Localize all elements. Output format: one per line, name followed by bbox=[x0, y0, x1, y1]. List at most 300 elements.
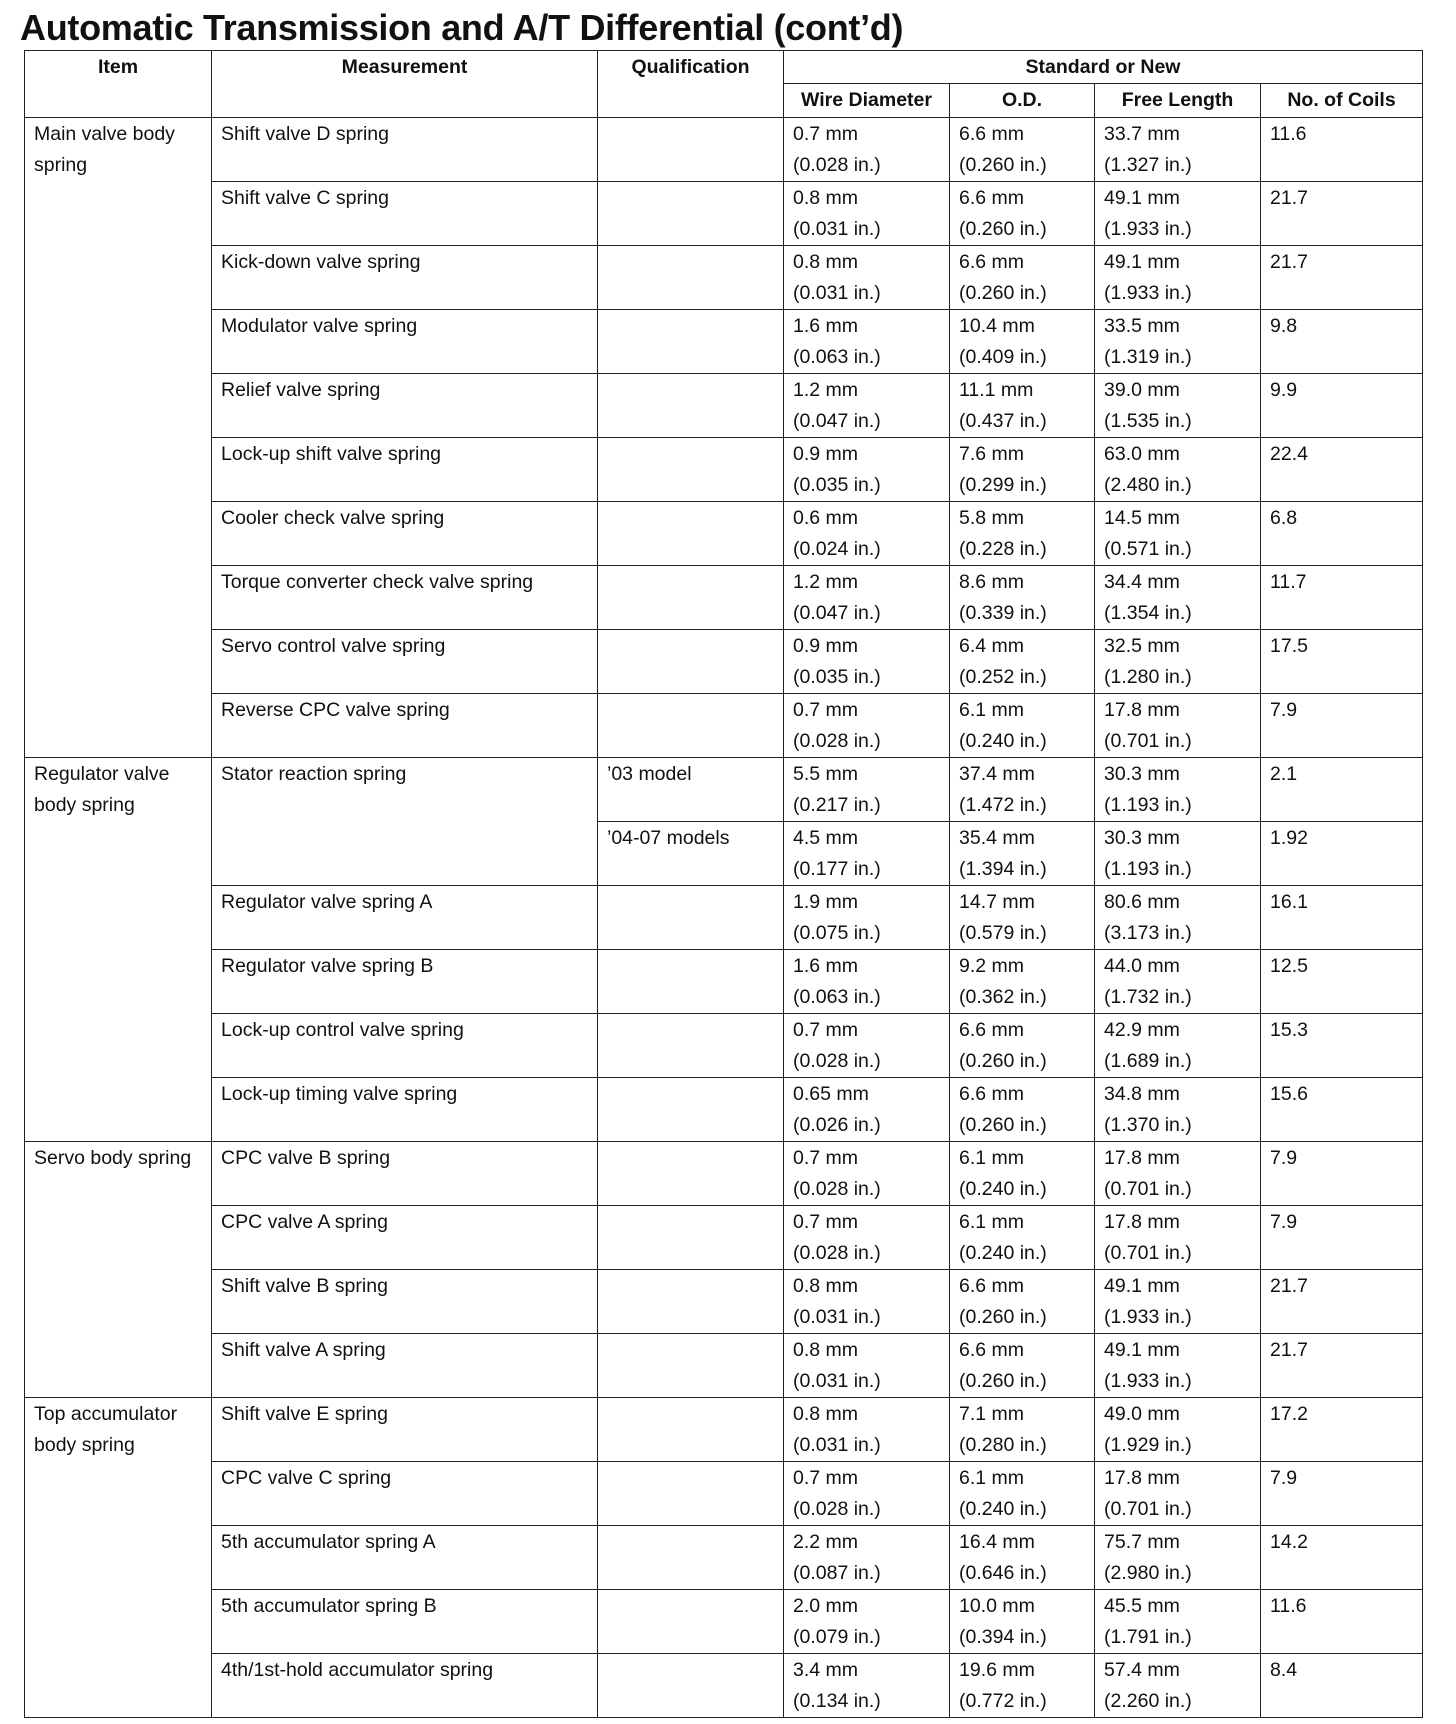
value-line: 6.6 mm bbox=[959, 123, 1025, 145]
value-line: 30.3 mm bbox=[1104, 827, 1180, 849]
value-line: 45.5 mm bbox=[1104, 1595, 1180, 1617]
value-line: 10.0 mm bbox=[959, 1595, 1035, 1617]
qualification-cell bbox=[598, 1206, 784, 1270]
free-length-cell bbox=[1095, 1014, 1261, 1078]
qualification-cell bbox=[598, 1078, 784, 1142]
spring-spec-table bbox=[24, 50, 1423, 1718]
header-od: O.D. bbox=[950, 84, 1095, 118]
value-line: 17.8 mm bbox=[1104, 699, 1180, 721]
table-row bbox=[25, 118, 1423, 182]
qualification-cell bbox=[598, 1654, 784, 1718]
coils-cell: 21.7 bbox=[1261, 246, 1423, 310]
value-line-inches: (2.260 in.) bbox=[1104, 1690, 1192, 1712]
wire-diameter-cell bbox=[784, 566, 950, 630]
value-line: 34.4 mm bbox=[1104, 571, 1180, 593]
table-row bbox=[25, 1590, 1423, 1654]
header-no-of-coils: No. of Coils bbox=[1261, 84, 1423, 118]
measurement-cell: Shift valve B spring bbox=[212, 1270, 598, 1334]
value-line-inches: (1.193 in.) bbox=[1104, 858, 1192, 880]
value-line: 5.5 mm bbox=[793, 763, 859, 785]
wire-diameter-cell bbox=[784, 1654, 950, 1718]
value-line: 6.6 mm bbox=[959, 251, 1025, 273]
coils-cell: 12.5 bbox=[1261, 950, 1423, 1014]
value-line: 39.0 mm bbox=[1104, 379, 1180, 401]
value-line-inches: (1.370 in.) bbox=[1104, 1114, 1192, 1136]
qualification-cell bbox=[598, 502, 784, 566]
coils-cell: 11.6 bbox=[1261, 1590, 1423, 1654]
value-line-inches: (1.929 in.) bbox=[1104, 1434, 1192, 1456]
wire-diameter-cell bbox=[784, 246, 950, 310]
value-line: 6.6 mm bbox=[959, 187, 1025, 209]
table-row bbox=[25, 1398, 1423, 1462]
qualification-cell bbox=[598, 182, 784, 246]
value-line: 42.9 mm bbox=[1104, 1019, 1180, 1041]
qualification-cell bbox=[598, 310, 784, 374]
value-line: 1.9 mm bbox=[793, 891, 859, 913]
value-line: 2.0 mm bbox=[793, 1595, 859, 1617]
value-line: 0.8 mm bbox=[793, 1339, 859, 1361]
measurement-cell: 5th accumulator spring B bbox=[212, 1590, 598, 1654]
value-line-inches: (0.240 in.) bbox=[959, 1498, 1047, 1520]
free-length-cell bbox=[1095, 630, 1261, 694]
coils-cell: 11.6 bbox=[1261, 118, 1423, 182]
value-line: 0.8 mm bbox=[793, 251, 859, 273]
wire-diameter-cell bbox=[784, 886, 950, 950]
wire-diameter-cell bbox=[784, 374, 950, 438]
value-line-inches: (3.173 in.) bbox=[1104, 922, 1192, 944]
value-line-inches: (0.228 in.) bbox=[959, 538, 1047, 560]
value-line-inches: (0.031 in.) bbox=[793, 218, 881, 240]
value-line-inches: (0.075 in.) bbox=[793, 922, 881, 944]
value-line-inches: (0.437 in.) bbox=[959, 410, 1047, 432]
spec-body bbox=[25, 118, 1423, 1718]
value-line-inches: (0.028 in.) bbox=[793, 1050, 881, 1072]
coils-cell: 21.7 bbox=[1261, 1270, 1423, 1334]
value-line-inches: (0.579 in.) bbox=[959, 922, 1047, 944]
qualification-cell bbox=[598, 1142, 784, 1206]
table-row bbox=[25, 182, 1423, 246]
free-length-cell bbox=[1095, 182, 1261, 246]
wire-diameter-cell bbox=[784, 1078, 950, 1142]
coils-cell: 1.92 bbox=[1261, 822, 1423, 886]
value-line: 9.2 mm bbox=[959, 955, 1025, 977]
value-line-inches: (0.260 in.) bbox=[959, 1306, 1047, 1328]
free-length-cell bbox=[1095, 694, 1261, 758]
free-length-cell bbox=[1095, 1078, 1261, 1142]
value-line: 14.7 mm bbox=[959, 891, 1035, 913]
table-row bbox=[25, 1078, 1423, 1142]
free-length-cell bbox=[1095, 758, 1261, 822]
free-length-cell bbox=[1095, 1398, 1261, 1462]
table-row bbox=[25, 1526, 1423, 1590]
value-line-inches: (0.260 in.) bbox=[959, 218, 1047, 240]
qualification-cell bbox=[598, 566, 784, 630]
measurement-cell: Shift valve A spring bbox=[212, 1334, 598, 1398]
value-line: 1.6 mm bbox=[793, 955, 859, 977]
value-line-inches: (1.394 in.) bbox=[959, 858, 1047, 880]
value-line: 49.1 mm bbox=[1104, 1275, 1180, 1297]
qualification-cell bbox=[598, 1590, 784, 1654]
coils-cell: 7.9 bbox=[1261, 1142, 1423, 1206]
free-length-cell bbox=[1095, 502, 1261, 566]
coils-cell: 8.4 bbox=[1261, 1654, 1423, 1718]
od-cell bbox=[950, 1590, 1095, 1654]
value-line: 0.6 mm bbox=[793, 507, 859, 529]
wire-diameter-cell bbox=[784, 182, 950, 246]
wire-diameter-cell bbox=[784, 1526, 950, 1590]
value-line-inches: (0.240 in.) bbox=[959, 1178, 1047, 1200]
table-row bbox=[25, 246, 1423, 310]
od-cell bbox=[950, 1270, 1095, 1334]
value-line-inches: (0.026 in.) bbox=[793, 1114, 881, 1136]
value-line: 8.6 mm bbox=[959, 571, 1025, 593]
value-line: 35.4 mm bbox=[959, 827, 1035, 849]
free-length-cell bbox=[1095, 950, 1261, 1014]
value-line: 33.5 mm bbox=[1104, 315, 1180, 337]
wire-diameter-cell bbox=[784, 950, 950, 1014]
wire-diameter-cell bbox=[784, 118, 950, 182]
value-line-inches: (1.689 in.) bbox=[1104, 1050, 1192, 1072]
od-cell bbox=[950, 566, 1095, 630]
item-cell: Regulator valve body spring bbox=[25, 758, 212, 1142]
free-length-cell bbox=[1095, 1590, 1261, 1654]
value-line: 80.6 mm bbox=[1104, 891, 1180, 913]
coils-cell: 2.1 bbox=[1261, 758, 1423, 822]
od-cell bbox=[950, 950, 1095, 1014]
coils-cell: 15.6 bbox=[1261, 1078, 1423, 1142]
free-length-cell bbox=[1095, 1334, 1261, 1398]
value-line-inches: (0.701 in.) bbox=[1104, 1498, 1192, 1520]
table-row bbox=[25, 1270, 1423, 1334]
value-line-inches: (0.260 in.) bbox=[959, 1370, 1047, 1392]
free-length-cell bbox=[1095, 1462, 1261, 1526]
wire-diameter-cell bbox=[784, 1270, 950, 1334]
free-length-cell bbox=[1095, 566, 1261, 630]
measurement-cell: CPC valve B spring bbox=[212, 1142, 598, 1206]
value-line-inches: (0.409 in.) bbox=[959, 346, 1047, 368]
measurement-cell: Reverse CPC valve spring bbox=[212, 694, 598, 758]
wire-diameter-cell bbox=[784, 1334, 950, 1398]
coils-cell: 21.7 bbox=[1261, 182, 1423, 246]
qualification-cell bbox=[598, 438, 784, 502]
measurement-cell: Cooler check valve spring bbox=[212, 502, 598, 566]
table-row bbox=[25, 566, 1423, 630]
item-cell: Main valve body spring bbox=[25, 118, 212, 758]
wire-diameter-cell bbox=[784, 1398, 950, 1462]
value-line-inches: (0.177 in.) bbox=[793, 858, 881, 880]
value-line: 63.0 mm bbox=[1104, 443, 1180, 465]
od-cell bbox=[950, 758, 1095, 822]
measurement-cell: Torque converter check valve spring bbox=[212, 566, 598, 630]
free-length-cell bbox=[1095, 822, 1261, 886]
value-line-inches: (0.079 in.) bbox=[793, 1626, 881, 1648]
free-length-cell bbox=[1095, 1206, 1261, 1270]
value-line: 0.7 mm bbox=[793, 1019, 859, 1041]
value-line-inches: (1.933 in.) bbox=[1104, 218, 1192, 240]
value-line-inches: (0.047 in.) bbox=[793, 410, 881, 432]
value-line-inches: (0.031 in.) bbox=[793, 1434, 881, 1456]
table-row bbox=[25, 1142, 1423, 1206]
coils-cell: 14.2 bbox=[1261, 1526, 1423, 1590]
value-line-inches: (0.299 in.) bbox=[959, 474, 1047, 496]
free-length-cell bbox=[1095, 310, 1261, 374]
measurement-cell: CPC valve C spring bbox=[212, 1462, 598, 1526]
value-line-inches: (0.035 in.) bbox=[793, 474, 881, 496]
qualification-cell bbox=[598, 630, 784, 694]
value-line-inches: (0.217 in.) bbox=[793, 794, 881, 816]
value-line: 6.1 mm bbox=[959, 1467, 1025, 1489]
table-row bbox=[25, 1206, 1423, 1270]
table-row bbox=[25, 310, 1423, 374]
value-line-inches: (0.260 in.) bbox=[959, 1050, 1047, 1072]
measurement-cell: Stator reaction spring bbox=[212, 758, 598, 886]
value-line-inches: (2.480 in.) bbox=[1104, 474, 1192, 496]
qualification-cell: ’03 model bbox=[598, 758, 784, 822]
table-row bbox=[25, 1654, 1423, 1718]
qualification-cell bbox=[598, 246, 784, 310]
table-row bbox=[25, 1014, 1423, 1078]
value-line: 17.8 mm bbox=[1104, 1467, 1180, 1489]
value-line: 6.4 mm bbox=[959, 635, 1025, 657]
value-line: 6.6 mm bbox=[959, 1083, 1025, 1105]
value-line: 0.65 mm bbox=[793, 1083, 869, 1105]
value-line: 7.6 mm bbox=[959, 443, 1025, 465]
measurement-cell: Regulator valve spring A bbox=[212, 886, 598, 950]
value-line: 75.7 mm bbox=[1104, 1531, 1180, 1553]
value-line: 0.9 mm bbox=[793, 635, 859, 657]
value-line: 6.6 mm bbox=[959, 1275, 1025, 1297]
value-line-inches: (0.339 in.) bbox=[959, 602, 1047, 624]
free-length-cell bbox=[1095, 1526, 1261, 1590]
od-cell bbox=[950, 1462, 1095, 1526]
value-line: 0.7 mm bbox=[793, 1211, 859, 1233]
coils-cell: 17.5 bbox=[1261, 630, 1423, 694]
value-line-inches: (0.646 in.) bbox=[959, 1562, 1047, 1584]
qualification-cell bbox=[598, 1398, 784, 1462]
od-cell bbox=[950, 1078, 1095, 1142]
qualification-cell bbox=[598, 950, 784, 1014]
value-line-inches: (0.240 in.) bbox=[959, 730, 1047, 752]
coils-cell: 11.7 bbox=[1261, 566, 1423, 630]
wire-diameter-cell bbox=[784, 1142, 950, 1206]
value-line-inches: (0.028 in.) bbox=[793, 1242, 881, 1264]
value-line: 0.8 mm bbox=[793, 1403, 859, 1425]
free-length-cell bbox=[1095, 118, 1261, 182]
value-line-inches: (0.028 in.) bbox=[793, 154, 881, 176]
od-cell bbox=[950, 1014, 1095, 1078]
header-measurement: Measurement bbox=[212, 51, 598, 118]
value-line-inches: (1.933 in.) bbox=[1104, 1306, 1192, 1328]
value-line-inches: (0.701 in.) bbox=[1104, 1178, 1192, 1200]
od-cell bbox=[950, 246, 1095, 310]
measurement-cell: Servo control valve spring bbox=[212, 630, 598, 694]
table-row bbox=[25, 694, 1423, 758]
wire-diameter-cell bbox=[784, 502, 950, 566]
coils-cell: 15.3 bbox=[1261, 1014, 1423, 1078]
od-cell bbox=[950, 374, 1095, 438]
value-line-inches: (0.024 in.) bbox=[793, 538, 881, 560]
od-cell bbox=[950, 1206, 1095, 1270]
value-line-inches: (0.362 in.) bbox=[959, 986, 1047, 1008]
value-line-inches: (0.028 in.) bbox=[793, 1498, 881, 1520]
coils-cell: 17.2 bbox=[1261, 1398, 1423, 1462]
value-line: 0.7 mm bbox=[793, 123, 859, 145]
value-line-inches: (0.063 in.) bbox=[793, 986, 881, 1008]
value-line: 10.4 mm bbox=[959, 315, 1035, 337]
table-row bbox=[25, 1334, 1423, 1398]
od-cell bbox=[950, 310, 1095, 374]
wire-diameter-cell bbox=[784, 1014, 950, 1078]
wire-diameter-cell bbox=[784, 694, 950, 758]
value-line: 1.2 mm bbox=[793, 379, 859, 401]
od-cell bbox=[950, 182, 1095, 246]
value-line-inches: (1.319 in.) bbox=[1104, 346, 1192, 368]
value-line: 11.1 mm bbox=[959, 379, 1034, 401]
value-line: 49.1 mm bbox=[1104, 187, 1180, 209]
value-line-inches: (0.134 in.) bbox=[793, 1690, 881, 1712]
wire-diameter-cell bbox=[784, 1206, 950, 1270]
value-line: 34.8 mm bbox=[1104, 1083, 1180, 1105]
value-line: 3.4 mm bbox=[793, 1659, 859, 1681]
qualification-cell bbox=[598, 694, 784, 758]
value-line-inches: (1.535 in.) bbox=[1104, 410, 1192, 432]
value-line-inches: (0.252 in.) bbox=[959, 666, 1047, 688]
value-line-inches: (1.354 in.) bbox=[1104, 602, 1192, 624]
value-line: 6.1 mm bbox=[959, 699, 1025, 721]
value-line: 1.6 mm bbox=[793, 315, 859, 337]
measurement-cell: Modulator valve spring bbox=[212, 310, 598, 374]
wire-diameter-cell bbox=[784, 1462, 950, 1526]
value-line: 0.9 mm bbox=[793, 443, 859, 465]
value-line: 17.8 mm bbox=[1104, 1147, 1180, 1169]
free-length-cell bbox=[1095, 1654, 1261, 1718]
value-line-inches: (1.933 in.) bbox=[1104, 1370, 1192, 1392]
value-line-inches: (0.031 in.) bbox=[793, 1370, 881, 1392]
measurement-cell: Lock-up shift valve spring bbox=[212, 438, 598, 502]
value-line: 14.5 mm bbox=[1104, 507, 1180, 529]
coils-cell: 6.8 bbox=[1261, 502, 1423, 566]
header-qualification: Qualification bbox=[598, 51, 784, 118]
wire-diameter-cell bbox=[784, 630, 950, 694]
value-line-inches: (1.472 in.) bbox=[959, 794, 1047, 816]
value-line: 6.6 mm bbox=[959, 1339, 1025, 1361]
free-length-cell bbox=[1095, 886, 1261, 950]
value-line-inches: (0.701 in.) bbox=[1104, 730, 1192, 752]
value-line: 2.2 mm bbox=[793, 1531, 859, 1553]
value-line: 49.0 mm bbox=[1104, 1403, 1180, 1425]
value-line: 4.5 mm bbox=[793, 827, 859, 849]
value-line-inches: (1.791 in.) bbox=[1104, 1626, 1192, 1648]
value-line: 30.3 mm bbox=[1104, 763, 1180, 785]
value-line: 0.7 mm bbox=[793, 1147, 859, 1169]
header-free-length: Free Length bbox=[1095, 84, 1261, 118]
value-line: 16.4 mm bbox=[959, 1531, 1035, 1553]
value-line: 1.2 mm bbox=[793, 571, 859, 593]
value-line: 6.6 mm bbox=[959, 1019, 1025, 1041]
value-line: 37.4 mm bbox=[959, 763, 1035, 785]
qualification-cell bbox=[598, 886, 784, 950]
value-line: 0.8 mm bbox=[793, 1275, 859, 1297]
od-cell bbox=[950, 630, 1095, 694]
value-line-inches: (2.980 in.) bbox=[1104, 1562, 1192, 1584]
qualification-cell bbox=[598, 1526, 784, 1590]
value-line-inches: (0.260 in.) bbox=[959, 1114, 1047, 1136]
value-line-inches: (1.280 in.) bbox=[1104, 666, 1192, 688]
value-line-inches: (0.063 in.) bbox=[793, 346, 881, 368]
value-line-inches: (0.260 in.) bbox=[959, 282, 1047, 304]
value-line: 6.1 mm bbox=[959, 1211, 1025, 1233]
measurement-cell: 4th/1st-hold accumulator spring bbox=[212, 1654, 598, 1718]
value-line-inches: (1.933 in.) bbox=[1104, 282, 1192, 304]
table-row bbox=[25, 886, 1423, 950]
table-row bbox=[25, 502, 1423, 566]
od-cell bbox=[950, 502, 1095, 566]
value-line: 44.0 mm bbox=[1104, 955, 1180, 977]
header-row bbox=[25, 51, 1423, 84]
coils-cell: 7.9 bbox=[1261, 1462, 1423, 1526]
measurement-cell: Kick-down valve spring bbox=[212, 246, 598, 310]
coils-cell: 22.4 bbox=[1261, 438, 1423, 502]
table-row bbox=[25, 374, 1423, 438]
table-row bbox=[25, 630, 1423, 694]
coils-cell: 7.9 bbox=[1261, 694, 1423, 758]
value-line: 33.7 mm bbox=[1104, 123, 1180, 145]
measurement-cell: Shift valve E spring bbox=[212, 1398, 598, 1462]
qualification-cell bbox=[598, 1014, 784, 1078]
value-line-inches: (0.031 in.) bbox=[793, 282, 881, 304]
value-line: 6.1 mm bbox=[959, 1147, 1025, 1169]
measurement-cell: Shift valve C spring bbox=[212, 182, 598, 246]
measurement-cell: Regulator valve spring B bbox=[212, 950, 598, 1014]
qualification-cell bbox=[598, 374, 784, 438]
od-cell bbox=[950, 1526, 1095, 1590]
od-cell bbox=[950, 438, 1095, 502]
coils-cell: 7.9 bbox=[1261, 1206, 1423, 1270]
value-line: 17.8 mm bbox=[1104, 1211, 1180, 1233]
value-line: 49.1 mm bbox=[1104, 251, 1180, 273]
wire-diameter-cell bbox=[784, 310, 950, 374]
value-line-inches: (0.047 in.) bbox=[793, 602, 881, 624]
od-cell bbox=[950, 1142, 1095, 1206]
od-cell bbox=[950, 118, 1095, 182]
qualification-cell bbox=[598, 1334, 784, 1398]
measurement-cell: Lock-up control valve spring bbox=[212, 1014, 598, 1078]
value-line: 57.4 mm bbox=[1104, 1659, 1180, 1681]
table-row bbox=[25, 1462, 1423, 1526]
od-cell bbox=[950, 886, 1095, 950]
header-item: Item bbox=[25, 51, 212, 118]
qualification-cell: ’04-07 models bbox=[598, 822, 784, 886]
value-line-inches: (1.327 in.) bbox=[1104, 154, 1192, 176]
measurement-cell: 5th accumulator spring A bbox=[212, 1526, 598, 1590]
value-line-inches: (1.732 in.) bbox=[1104, 986, 1192, 1008]
page-title: Automatic Transmission and A/T Differential (cont’d) bbox=[20, 7, 904, 48]
coils-cell: 9.9 bbox=[1261, 374, 1423, 438]
value-line-inches: (0.394 in.) bbox=[959, 1626, 1047, 1648]
value-line: 0.8 mm bbox=[793, 187, 859, 209]
coils-cell: 16.1 bbox=[1261, 886, 1423, 950]
od-cell bbox=[950, 1398, 1095, 1462]
free-length-cell bbox=[1095, 246, 1261, 310]
coils-cell: 9.8 bbox=[1261, 310, 1423, 374]
value-line: 5.8 mm bbox=[959, 507, 1025, 529]
od-cell bbox=[950, 1654, 1095, 1718]
value-line-inches: (0.260 in.) bbox=[959, 154, 1047, 176]
header-wire-diameter: Wire Diameter bbox=[784, 84, 950, 118]
wire-diameter-cell bbox=[784, 438, 950, 502]
header-standard-or-new: Standard or New bbox=[784, 51, 1423, 84]
free-length-cell bbox=[1095, 438, 1261, 502]
